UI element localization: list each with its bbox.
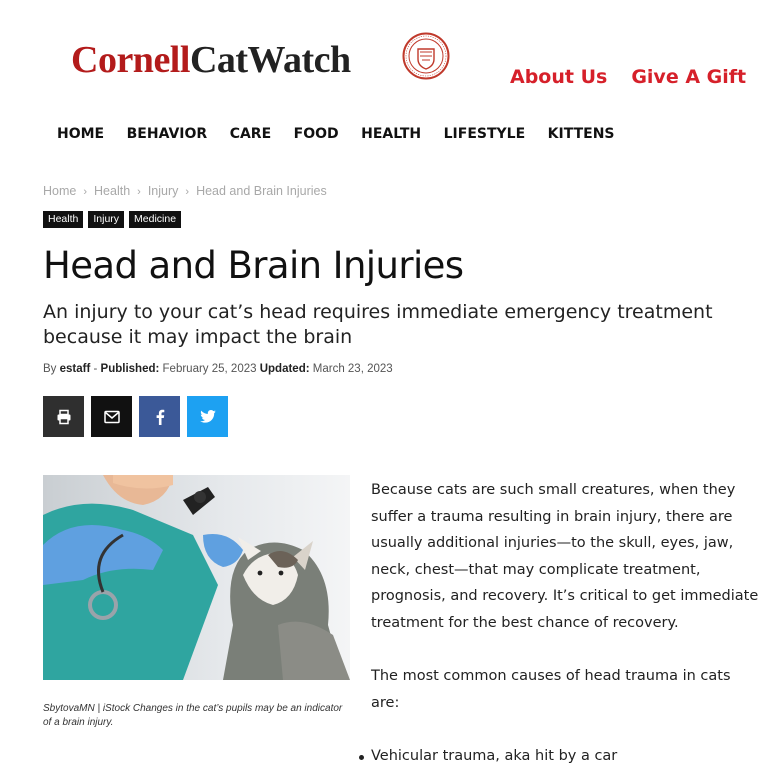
- nav-lifestyle[interactable]: LIFESTYLE: [443, 126, 526, 142]
- email-icon: [104, 410, 120, 424]
- print-button[interactable]: [43, 396, 84, 437]
- main-nav: [57, 126, 637, 142]
- image-caption: SbytovaMN | iStock Changes in the cat’s pupils may be an indicator of a brain injury.: [43, 703, 343, 728]
- nav-care[interactable]: CARE: [229, 126, 272, 142]
- chevron-right-icon: ›: [185, 186, 190, 198]
- published-date: February 25, 2023: [162, 363, 257, 375]
- paragraph-1: Because cats are such small creatures, when they suffer a trauma resulting in brain injury, there are usually additional injuries—to the skull, eyes, jaw, neck, chest—that may complicate treatment, prognosis, and recovery. It’s critical to get immediate treatment for the best chance of recovery.: [371, 482, 759, 631]
- share-buttons: [43, 396, 228, 437]
- article-body: [371, 477, 761, 770]
- facebook-icon: [155, 409, 165, 425]
- print-icon: [56, 409, 72, 425]
- email-button[interactable]: [91, 396, 132, 437]
- byline: [43, 363, 393, 375]
- tag-injury[interactable]: Injury: [88, 211, 124, 228]
- logo-catwatch: CatWatch: [189, 39, 351, 81]
- breadcrumb: [43, 184, 327, 198]
- cornell-seal-icon: [402, 32, 450, 80]
- by-label: By: [43, 363, 57, 375]
- nav-food[interactable]: FOOD: [293, 126, 339, 142]
- published-label: Published:: [100, 363, 160, 375]
- list-item: Vehicular trauma, aka hit by a car: [371, 743, 761, 770]
- vet-examining-cat-image: [43, 475, 350, 680]
- updated-date: March 23, 2023: [312, 363, 393, 375]
- breadcrumb-injury[interactable]: Injury: [147, 184, 179, 198]
- twitter-share-button[interactable]: [187, 396, 228, 437]
- nav-health[interactable]: HEALTH: [361, 126, 422, 142]
- facebook-share-button[interactable]: [139, 396, 180, 437]
- tag-medicine[interactable]: Medicine: [129, 211, 181, 228]
- byline-separator: -: [93, 363, 101, 375]
- article-subtitle: An injury to your cat’s head requires immediate emergency treatment because it may impact the brain: [43, 301, 713, 348]
- chevron-right-icon: ›: [137, 186, 141, 198]
- updated-label: Updated:: [259, 363, 310, 375]
- author-link[interactable]: estaff: [59, 363, 91, 375]
- tag-health[interactable]: Health: [43, 211, 83, 228]
- causes-list: [371, 743, 761, 770]
- about-us-link[interactable]: About Us: [510, 66, 608, 88]
- article-image: [43, 475, 350, 680]
- breadcrumb-current: Head and Brain Injuries: [196, 184, 327, 198]
- logo-cornell: Cornell: [71, 39, 190, 81]
- site-logo[interactable]: [71, 38, 351, 82]
- twitter-icon: [200, 410, 216, 423]
- breadcrumb-home[interactable]: Home: [43, 184, 77, 198]
- breadcrumb-health[interactable]: Health: [94, 184, 131, 198]
- paragraph-2: The most common causes of head trauma in cats are:: [371, 668, 731, 711]
- nav-behavior[interactable]: BEHAVIOR: [126, 126, 208, 142]
- nav-home[interactable]: HOME: [57, 126, 105, 142]
- give-a-gift-link[interactable]: Give A Gift: [631, 66, 747, 88]
- tag-list: [43, 211, 181, 228]
- page-title: Head and Brain Injuries: [43, 244, 464, 287]
- chevron-right-icon: ›: [83, 186, 88, 198]
- top-nav: [510, 66, 770, 88]
- nav-kittens[interactable]: KITTENS: [547, 126, 615, 142]
